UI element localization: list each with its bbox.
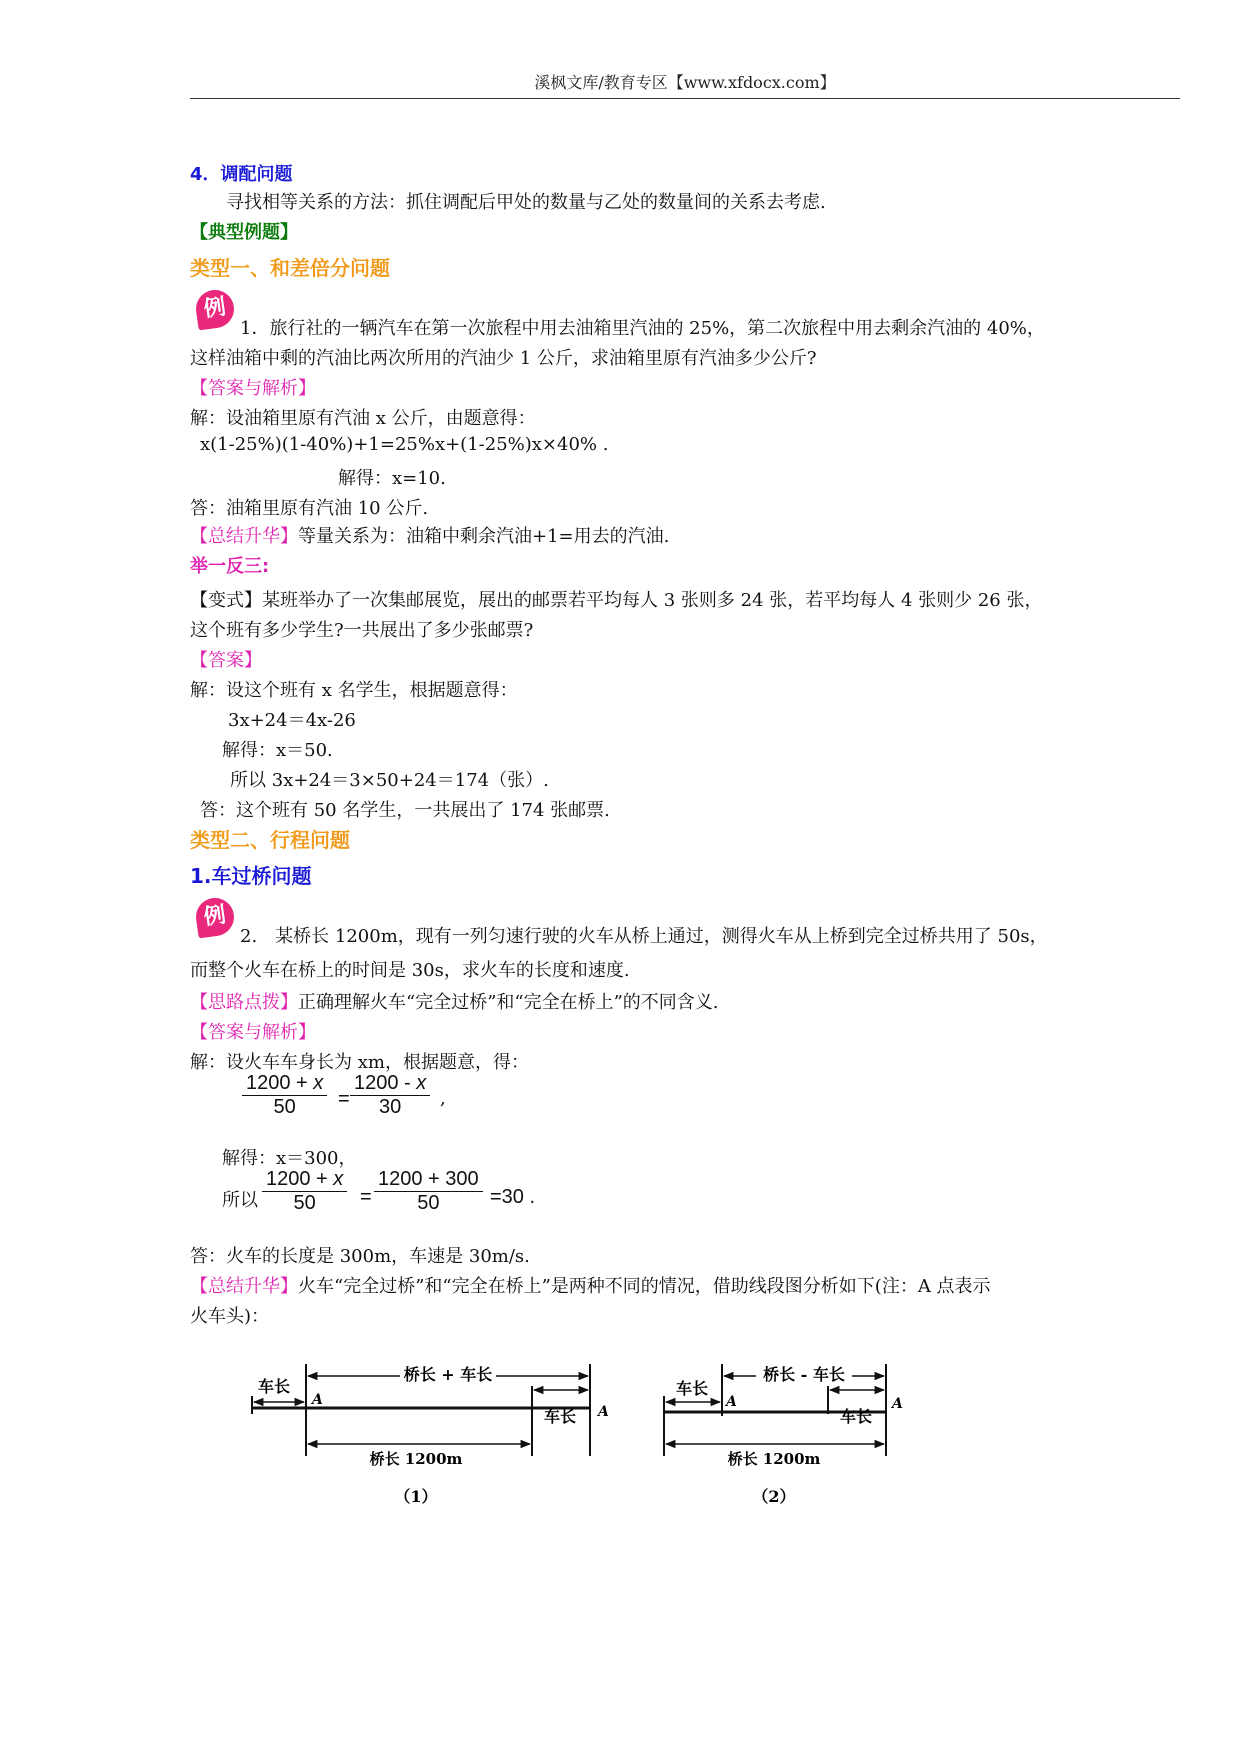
diagram-2-caption: （2） bbox=[752, 1487, 796, 1506]
practice-answer-tag: 【答案】 bbox=[190, 650, 262, 671]
page-header bbox=[190, 70, 1180, 99]
example-2-solution-line-1: 解：设火车车身长为 xm，根据题意，得： bbox=[190, 1052, 529, 1073]
section-4-method: 寻找相等关系的方法：抓住调配后甲处的数量与乙处的数量间的关系去考虑. bbox=[226, 192, 826, 213]
section-4-title: 4．调配问题 bbox=[190, 164, 293, 185]
example-2-hint bbox=[190, 988, 719, 1014]
equation-1-comma: , bbox=[440, 1088, 446, 1109]
equation-1-equals: = bbox=[338, 1088, 350, 1110]
header-text: 溪枫文库/教育专区【www.xfdocx.com】 bbox=[534, 73, 836, 92]
example-2-summary-tag: 【总结升华】 bbox=[190, 1276, 298, 1297]
example-2-question-line-2: 而整个火车在桥上的时间是 30s，求火车的长度和速度. bbox=[190, 960, 630, 981]
practice-computation: 所以 3x+24＝3×50+24＝174（张）. bbox=[230, 770, 549, 791]
diagram-2-bottom-label: 桥长 1200m bbox=[727, 1450, 821, 1468]
example-1-result: 解得：x=10. bbox=[338, 468, 446, 489]
example-1-equation: x(1-25%)(1-40%)+1=25%x+(1-25%)x×40% . bbox=[200, 434, 609, 455]
example-1-question-line-1: 1．旅行社的一辆汽车在第一次旅程中用去油箱里汽油的 25%，第二次旅程中用去剩余汽油的 40%， bbox=[240, 318, 1045, 339]
eq1-numerator-right: 1200 - bbox=[354, 1072, 417, 1094]
example-2-summary-line-1 bbox=[190, 1272, 991, 1298]
equation-1-fraction-right bbox=[350, 1072, 430, 1119]
diagram-2-point-a-right: A bbox=[892, 1396, 903, 1412]
equation-1-fraction-left bbox=[242, 1072, 327, 1119]
example-2-question-line-1: 2. 某桥长 1200m，现有一列匀速行驶的火车从桥上通过，测得火车从上桥到完全过桥共用了 50s， bbox=[240, 926, 1048, 947]
eq1-denominator-right: 30 bbox=[350, 1095, 430, 1119]
diagram-1-car-length-right: 车长 bbox=[543, 1407, 577, 1426]
diagram-2-point-a-left: A bbox=[726, 1394, 737, 1410]
diagram-1-bottom-label: 桥长 1200m bbox=[369, 1450, 463, 1468]
example-1-answer-tag: 【答案与解析】 bbox=[190, 378, 316, 399]
practice-solution-line-1: 解：设这个班有 x 名学生，根据题意得： bbox=[190, 680, 518, 701]
example-2-summary-line-2: 火车头)： bbox=[190, 1306, 270, 1327]
example-1-question-line-2: 这样油箱中剩的汽油比两次所用的汽油少 1 公斤，求油箱里原有汽油多少公斤? bbox=[190, 348, 817, 369]
equation-2-fraction-right bbox=[374, 1168, 483, 1215]
diagram-1-caption: （1） bbox=[394, 1487, 438, 1506]
eq1-variable-right: x bbox=[416, 1072, 427, 1094]
diagram-2-car-length-left: 车长 bbox=[675, 1379, 709, 1398]
example-2-answer-tag: 【答案与解析】 bbox=[190, 1022, 316, 1043]
example-1-summary-tag: 【总结升华】 bbox=[190, 526, 298, 547]
example-2-hint-text: 正确理解火车“完全过桥”和“完全在桥上”的不同含义. bbox=[298, 992, 719, 1013]
type-2-title: 类型二、行程问题 bbox=[190, 828, 350, 852]
diagram-2-car-length-right: 车长 bbox=[839, 1407, 873, 1426]
eq2-variable: x bbox=[333, 1168, 344, 1190]
practice-question-line-1: 【变式】某班举办了一次集邮展览，展出的邮票若平均每人 3 张则多 24 张，若平均每人 4 张则少 26 张， bbox=[190, 590, 1043, 611]
diagram-1-top-label: 桥长 + 车长 bbox=[403, 1365, 493, 1384]
equation-2-fraction-left bbox=[262, 1168, 347, 1215]
diagram-2-top-label: 桥长 - 车长 bbox=[763, 1365, 845, 1384]
eq1-numerator-left: 1200 + bbox=[246, 1072, 314, 1094]
diagram-1-point-a-right: A bbox=[598, 1404, 609, 1420]
segment-diagram-2 bbox=[660, 1356, 960, 1506]
diagram-1-car-length-left: 车长 bbox=[257, 1377, 291, 1396]
eq1-denominator-left: 50 bbox=[242, 1095, 327, 1119]
equation-2-prefix: 所以 bbox=[222, 1190, 258, 1211]
type-1-title: 类型一、和差倍分问题 bbox=[190, 256, 390, 280]
eq2-numerator-left: 1200 + bbox=[266, 1168, 334, 1190]
equation-2-equals: = bbox=[360, 1186, 372, 1208]
example-1-solution-line-1: 解：设油箱里原有汽油 x 公斤，由题意得： bbox=[190, 408, 536, 429]
example-1-badge: 例 bbox=[194, 288, 237, 331]
eq2-denominator-left: 50 bbox=[262, 1191, 347, 1215]
practice-result: 解得：x＝50. bbox=[222, 740, 333, 761]
practice-question-line-2: 这个班有多少学生?一共展出了多少张邮票? bbox=[190, 620, 534, 641]
example-1-conclusion: 答：油箱里原有汽油 10 公斤. bbox=[190, 498, 429, 519]
example-2-hint-tag: 【思路点拨】 bbox=[190, 992, 298, 1013]
example-2-summary-text: 火车“完全过桥”和“完全在桥上”是两种不同的情况，借助线段图分析如下(注：A 点表示 bbox=[298, 1276, 991, 1297]
practice-title: 举一反三: bbox=[190, 556, 270, 577]
example-2-result: 解得：x＝300， bbox=[222, 1148, 357, 1169]
example-2-badge: 例 bbox=[194, 896, 237, 939]
example-1-summary-text: 等量关系为：油箱中剩余汽油+1=用去的汽油. bbox=[298, 526, 670, 547]
practice-conclusion: 答：这个班有 50 名学生，一共展出了 174 张邮票. bbox=[200, 800, 610, 821]
type-2-subtitle: 1.车过桥问题 bbox=[190, 864, 312, 888]
example-2-conclusion: 答：火车的长度是 300m，车速是 30m/s. bbox=[190, 1246, 530, 1267]
diagram-1-point-a-left: A bbox=[312, 1392, 323, 1408]
eq2-denominator-right: 50 bbox=[374, 1191, 483, 1215]
equation-2-result: =30 . bbox=[490, 1186, 536, 1208]
example-1-summary bbox=[190, 522, 669, 548]
eq1-variable-left: x bbox=[313, 1072, 324, 1094]
eq2-numerator-right: 1200 + 300 bbox=[378, 1168, 479, 1190]
segment-diagram-1 bbox=[250, 1356, 620, 1506]
practice-equation: 3x+24＝4x-26 bbox=[228, 710, 356, 731]
typical-examples-heading: 【典型例题】 bbox=[190, 222, 298, 243]
